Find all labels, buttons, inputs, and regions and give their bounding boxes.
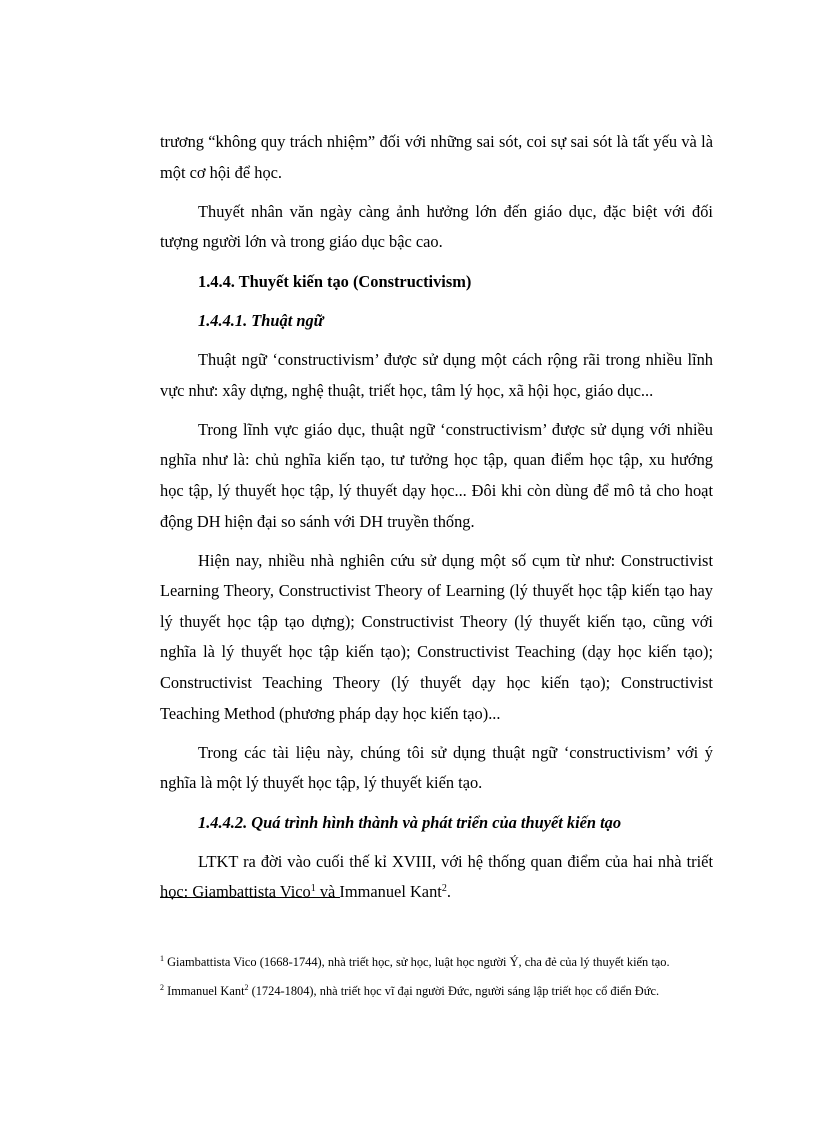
text-line: Trong lĩnh vực giáo dục, thuật ngữ ‘constructivism’ được sử dụng với nhiều: [198, 419, 713, 439]
footnote-text: Immanuel Kant: [164, 984, 245, 998]
text-line: động DH hiện đại so sánh với DH truyền thống.: [160, 511, 475, 531]
text-line: Thuật ngữ ‘constructivism’ được sử dụng một cách rộng rãi trong nhiều lĩnh: [198, 349, 713, 369]
text-line: Teaching Method (phương pháp dạy học kiến tạo)...: [160, 703, 501, 723]
text-line: trương “không quy trách nhiệm” đối với những sai sót, coi sự sai sót là tất yếu và là: [160, 132, 713, 151]
document-body: [160, 127, 713, 908]
footnote-text: Giambattista Vico (1668-1744), nhà triết học, sử học, luật học người Ý, cha đẻ của lý thuyết kiến tạo.: [164, 955, 670, 969]
footnote-text: (1724-1804), nhà triết học vĩ đại người Đức, người sáng lập triết học cổ điển Đức.: [248, 984, 660, 998]
footnote-1: [160, 948, 720, 977]
text-line: Learning Theory, Constructivist Theory of Learning (lý thuyết học tập kiến tạo hay: [160, 581, 713, 601]
text-line: nghĩa là một lý thuyết học tập, lý thuyết kiến tạo.: [160, 773, 483, 793]
section-heading: 1.4.4. Thuyết kiến tạo (Constructivism): [198, 271, 472, 291]
footnote-ref-1[interactable]: 1: [310, 883, 316, 895]
text-line: học tập, lý thuyết học tập, lý thuyết dạy học... Đôi khi còn dùng để mô tả cho hoạt: [160, 480, 713, 500]
text-line: một cơ hội để học.: [160, 162, 283, 182]
subsection-heading: 1.4.4.1. Thuật ngữ: [198, 310, 324, 330]
paragraph-education-meaning: [160, 415, 713, 537]
footnote-separator: [160, 897, 340, 898]
paragraph-document-usage: [160, 738, 713, 799]
footnote-mark: 1: [160, 954, 164, 963]
text-run: học: Giambattista Vico: [160, 882, 311, 902]
text-line: vực như: xây dựng, nghệ thuật, triết học, tâm lý học, xã hội học, giáo dục...: [160, 380, 654, 400]
paragraph-origin: [160, 847, 713, 908]
text-line: [160, 877, 713, 908]
text-line: Trong các tài liệu này, chúng tôi sử dụng thuật ngữ ‘constructivism’ với ý: [198, 742, 713, 762]
subsection-heading: 1.4.4.2. Quá trình hình thành và phát triển của thuyết kiến tạo: [198, 812, 622, 832]
paragraph-research-phrases: [160, 546, 713, 730]
text-line: LTKT ra đời vào cuối thế kỉ XVIII, với hệ thống quan điểm của hai nhà triết: [198, 851, 713, 871]
text-line: nghĩa là lý thuyết học tập kiến tạo); Constructivist Teaching (dạy học kiến tạo);: [160, 642, 713, 662]
subsection-heading-terminology: [160, 306, 713, 337]
paragraph-humanism: [160, 197, 713, 258]
text-line: Thuyết nhân văn ngày càng ảnh hưởng lớn đến giáo dục, đặc biệt với đối: [198, 201, 713, 221]
text-run: và Immanuel Kant: [315, 882, 442, 902]
text-run: .: [446, 882, 451, 902]
text-line: tượng người lớn và trong giáo dục bậc cao.: [160, 232, 443, 252]
paragraph-term-usage: [160, 345, 713, 406]
footnotes: [160, 948, 720, 1006]
footnote-2: [160, 977, 720, 1006]
footnote-ref-2[interactable]: 2: [441, 883, 447, 895]
text-line: nghĩa như là: chủ nghĩa kiến tạo, tư tưởng học tập, quan điểm học tập, xu hướng: [160, 450, 713, 470]
footnote-mark: 2: [160, 983, 164, 992]
text-line: lý thuyết học tập tạo dựng); Constructivist Theory (lý thuyết kiến tạo, cũng với: [160, 611, 713, 631]
subsection-heading-history: [160, 808, 713, 839]
footnote-inline-ref: 2: [244, 983, 249, 992]
text-line: Constructivist Teaching Theory (lý thuyết dạy học kiến tạo); Constructivist: [160, 673, 713, 693]
section-heading-constructivism: [160, 267, 713, 298]
text-line: Hiện nay, nhiều nhà nghiên cứu sử dụng một số cụm từ như: Constructivist: [198, 550, 713, 570]
paragraph-responsibility: [160, 127, 713, 188]
